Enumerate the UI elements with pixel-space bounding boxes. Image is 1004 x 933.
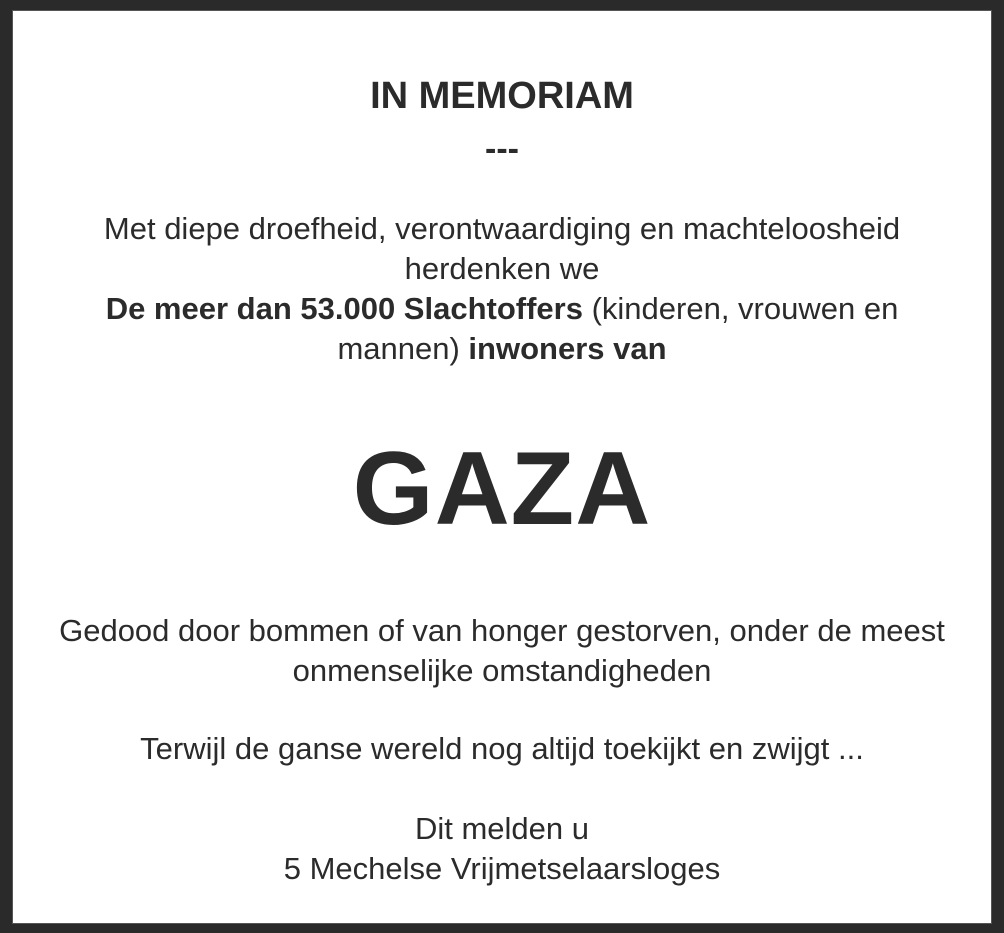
notice-title: IN MEMORIAM: [370, 75, 634, 117]
place-name: GAZA: [352, 431, 652, 547]
intro-text: [13, 209, 991, 369]
victims-count-text: De meer dan 53.000 Slachtoffers: [105, 291, 583, 326]
intro-line-1: Met diepe droefheid, verontwaardiging en machteloosheid herdenken we: [103, 211, 901, 286]
title-separator: ---: [485, 130, 519, 168]
world-silence-text: Terwijl de ganse wereld nog altijd toekijkt en zwijgt ...: [140, 731, 864, 766]
inhabitants-text: inwoners van: [468, 331, 667, 366]
victims-description: (kinderen, vrouwen en mannen): [337, 291, 899, 366]
signature-line-1: Dit melden u: [414, 811, 590, 846]
circumstances-text: Gedood door bommen of van honger gestorven, onder de meest onmenselijke omstandigheden: [59, 613, 945, 688]
memorial-notice: [12, 10, 992, 924]
signature-line-2: 5 Mechelse Vrijmetselaarsloges: [283, 851, 721, 886]
signature: [13, 809, 991, 889]
